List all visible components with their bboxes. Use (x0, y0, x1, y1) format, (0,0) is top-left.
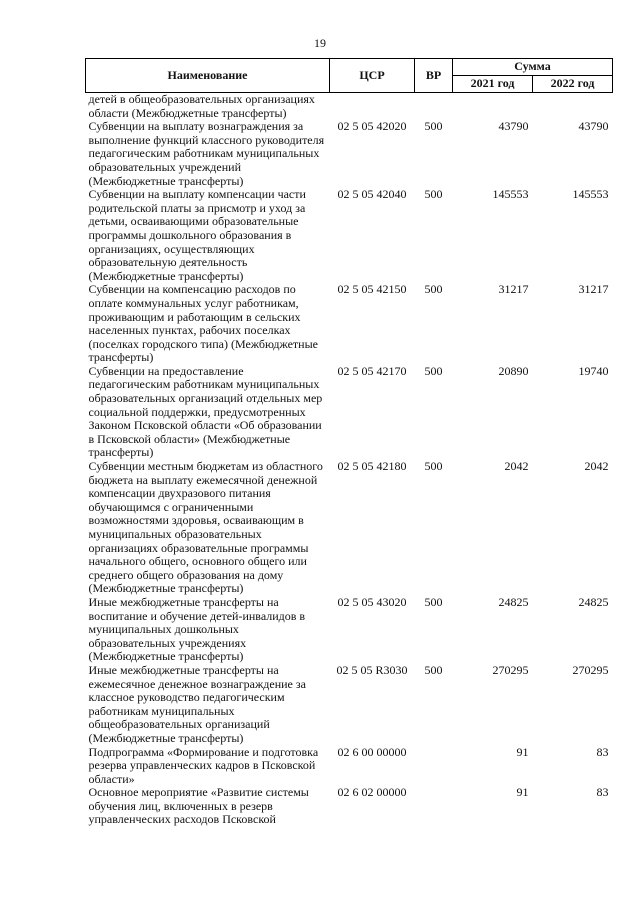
budget-table (85, 58, 613, 827)
cell-sum-2022: 83 (596, 744, 609, 759)
page-number: 19 (314, 36, 326, 50)
cell-name: Субвенции на выплату компенсации части родительской платы за присмотр и уход за детьми, осваивающими образовательные программы дошкольного образования в организациях, осуществляющих образовательную деятельность (Межбюджетные трансферты) (88, 187, 306, 283)
cell-sum-2022: 43790 (578, 119, 609, 134)
cell-name: Субвенции на компенсацию расходов по оплате коммунальных услуг работникам, проживающим и работающим в сельских населенных пунктах, рабочих поселках (поселках городского типа) (Межбюджетные трансферты) (88, 282, 318, 365)
table-row (86, 120, 613, 188)
cell-csr: 02 5 05 42170 (337, 363, 407, 378)
table-header (86, 59, 613, 93)
cell-vr: 500 (424, 282, 443, 297)
cell-vr: 500 (424, 363, 443, 378)
cell-sum-2021: 91 (516, 785, 529, 800)
cell-name: Подпрограмма «Формирование и подготовка резерва управленческих кадров в Псковской области» (88, 744, 319, 786)
cell-sum-2021: 145553 (492, 187, 529, 202)
table-row (86, 746, 613, 787)
cell-csr: 02 5 05 R3030 (336, 662, 408, 677)
cell-sum-2021: 31217 (498, 282, 529, 297)
cell-sum-2021: 2042 (504, 459, 529, 474)
cell-vr (415, 93, 453, 121)
cell-sum-2021: 20890 (498, 363, 529, 378)
table-row (86, 93, 613, 121)
table-row (86, 664, 613, 746)
cell-vr (415, 746, 453, 787)
cell-sum-2022: 145553 (572, 187, 609, 202)
cell-sum-2021: 91 (516, 744, 529, 759)
cell-name: Иные межбюджетные трансферты на воспитание и обучение детей-инвалидов в муниципальных дошкольных образовательных учреждениях (Межбюджетные трансферты) (88, 594, 306, 664)
cell-sum-2022: 83 (596, 785, 609, 800)
cell-name: Субвенции на предоставление педагогическим работникам муниципальных образовательных организаций отдельных мер социальной поддержки, предусмотренных Законом Псковской области «Об образовании в Псковской области» (Межбюджетные трансферты) (88, 363, 323, 460)
header-sum: Сумма (453, 59, 613, 76)
cell-name: Субвенции местным бюджетам из областного бюджета на выплату ежемесячной денежной компенсации двухразового питания обучающимся с ограниченными возможностями здоровья, осваивающим в муниципальных образовательных организациях образовательные программы начального общего, основного общего или среднего общего образования на дому (Межбюджетные трансферты) (88, 459, 323, 596)
header-vr: ВР (415, 59, 453, 93)
cell-sum-2022: 19740 (578, 363, 609, 378)
cell-vr: 500 (424, 187, 443, 202)
cell-name: Субвенции на выплату вознаграждения за выполнение функций классного руководителя педагогическим работникам муниципальных образовательных учреждений (Межбюджетные трансферты) (88, 119, 325, 188)
cell-vr: 500 (424, 662, 443, 677)
table-row (86, 283, 613, 365)
header-csr: ЦСР (330, 59, 415, 93)
table-row (86, 460, 613, 596)
table-row (86, 786, 613, 827)
cell-sum-2022: 2042 (584, 459, 609, 474)
cell-csr: 02 5 05 42180 (337, 459, 407, 474)
table-row (86, 365, 613, 460)
header-name: Наименование (86, 59, 330, 93)
cell-csr: 02 5 05 42020 (337, 119, 407, 134)
cell-vr: 500 (424, 594, 443, 609)
table-body (86, 93, 613, 828)
cell-csr: 02 6 02 00000 (337, 785, 407, 800)
cell-csr: 02 5 05 42040 (337, 187, 407, 202)
cell-csr: 02 6 00 00000 (337, 744, 407, 759)
cell-sum-2021 (453, 93, 533, 121)
cell-name: детей в общеобразовательных организациях области (Межбюджетные трансферты) (88, 92, 315, 120)
cell-sum-2022: 270295 (572, 662, 609, 677)
cell-vr: 500 (424, 459, 443, 474)
table-row (86, 596, 613, 664)
header-year-2022: 2022 год (533, 76, 613, 93)
cell-name: Иные межбюджетные трансферты на ежемесячное денежное вознаграждение за классное руководство педагогическим работникам муниципальных общеобразовательных организаций (Межбюджетные трансферты) (88, 662, 306, 745)
cell-csr: 02 5 05 42150 (337, 282, 407, 297)
cell-sum-2022 (533, 93, 613, 121)
cell-csr: 02 5 05 43020 (337, 594, 407, 609)
cell-sum-2021: 270295 (492, 662, 529, 677)
table-row (86, 188, 613, 283)
cell-sum-2022: 31217 (578, 282, 609, 297)
cell-sum-2021: 43790 (498, 119, 529, 134)
cell-vr: 500 (424, 119, 443, 134)
cell-vr (415, 786, 453, 827)
cell-sum-2022: 24825 (578, 594, 609, 609)
header-year-2021: 2021 год (453, 76, 533, 93)
cell-name: Основное мероприятие «Развитие системы обучения лиц, включенных в резерв управленческих расходов Псковской (88, 785, 309, 827)
cell-csr (330, 93, 415, 121)
cell-sum-2021: 24825 (498, 594, 529, 609)
